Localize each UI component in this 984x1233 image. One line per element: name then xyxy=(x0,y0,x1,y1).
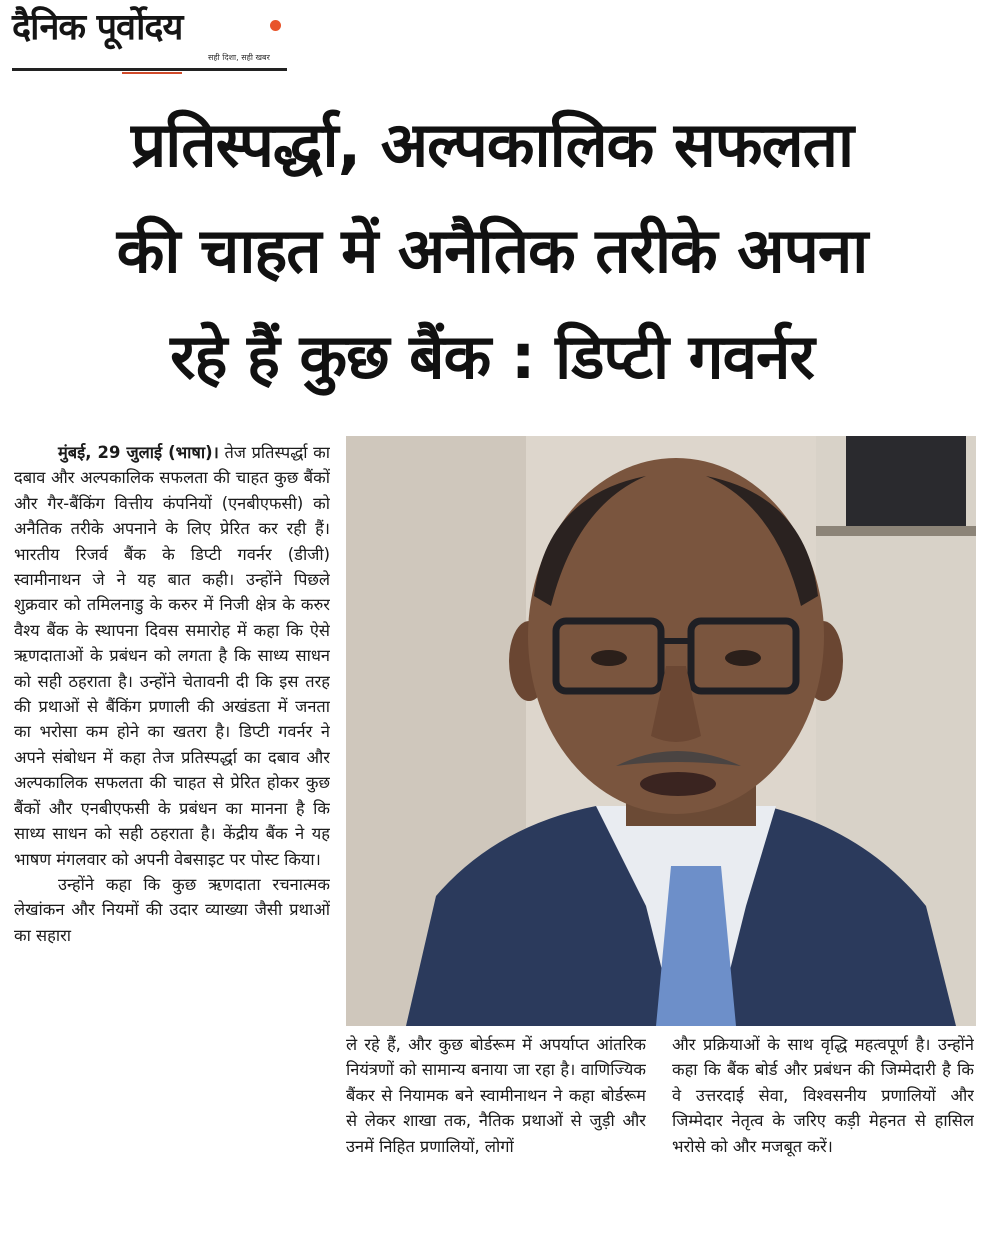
paragraph-1-text: तेज प्रतिस्पर्द्धा का दबाव और अल्पकालिक सफलता की चाहत कुछ बैंकों और गैर-बैंकिंग वित्तीय कंपनियों (एनबीएफसी) को अनैतिक तरीके अपनाने के लिए प्रेरित कर रही हैं। भारतीय रिजर्व बैंक के डिप्टी गवर्नर (डीजी) स्वामीनाथन जे ने यह बात कही। उन्होंने पिछले शुक्रवार को तमिलनाडु के करुर में निजी क्षेत्र के करुर वैश्य बैंक के स्थापना दिवस समारोह में कहा कि ऐसे ऋणदाताओं के प्रबंधन को लगता है कि साध्य साधन को सही ठहराता है। उन्होंने चेतावनी दी कि इस तरह की प्रथाओं से बैंकिंग प्रणाली की अखंडता में जनता का भरोसा कम होने का खतरा है। डिप्टी गवर्नर ने अपने संबोधन में कहा तेज प्रतिस्पर्द्धा का दबाव और अल्पकालिक सफलता की चाहत से प्रेरित होकर कुछ बैंकों और एनबीएफसी के प्रबंधन का मानना है कि साध्य साधन को सही ठहराता है। केंद्रीय बैंक ने यह भाषण मंगलवार को अपनी वेबसाइट पर पोस्ट किया। xyxy=(14,443,330,869)
masthead-rule xyxy=(12,68,287,71)
newspaper-name: दैनिक पूर्वोदय xyxy=(12,7,183,48)
headline-line-1: प्रतिस्पर्द्धा, अल्पकालिक सफलता xyxy=(130,108,854,181)
dateline: मुंबई, 29 जुलाई (भाषा)। xyxy=(58,443,219,462)
article-paragraph-1 xyxy=(14,440,330,872)
article-column-1 xyxy=(14,440,330,1230)
headline-line-3: रहे हैं कुछ बैंक : डिप्टी गवर्नर xyxy=(170,320,814,393)
article-column-3 xyxy=(672,1032,974,1230)
article-column-2 xyxy=(346,1032,646,1230)
headline-line-2: की चाहत में अनैतिक तरीके अपना xyxy=(116,214,868,287)
newspaper-tagline: सही दिशा, सही खबर xyxy=(208,53,270,62)
news-photo xyxy=(346,436,976,1026)
person-photo-illustration xyxy=(346,436,976,1026)
headline xyxy=(20,92,964,410)
column-2-text: ले रहे हैं, और कुछ बोर्डरूम में अपर्याप्त आंतरिक नियंत्रणों को सामान्य बनाया जा रहा है। वाणिज्यिक बैंकर से नियामक बने स्वामीनाथन ने कहा बोर्डरूम से लेकर शाखा तक, नैतिक प्रथाओं से जुड़ी और उनमें निहित प्रणालियों, लोगों xyxy=(346,1035,646,1156)
article-paragraph-2: उन्होंने कहा कि कुछ ऋणदाता रचनात्मक लेखांकन और नियमों की उदार व्याख्या जैसी प्रथाओं का सहारा xyxy=(14,874,330,945)
masthead-accent-rule xyxy=(122,72,182,74)
column-3-text: और प्रक्रियाओं के साथ वृद्धि महत्वपूर्ण है। उन्होंने कहा कि बैंक बोर्ड और प्रबंधन की जिम्मेदारी है कि वे उत्तरदाई सेवा, विश्वसनीय प्रणालियों और जिम्मेदार नेतृत्व के जरिए कड़ी मेहनत से हासिल भरोसे को और मजबूत करें। xyxy=(672,1035,974,1156)
masthead-dot-icon xyxy=(270,20,281,31)
masthead xyxy=(12,6,287,72)
